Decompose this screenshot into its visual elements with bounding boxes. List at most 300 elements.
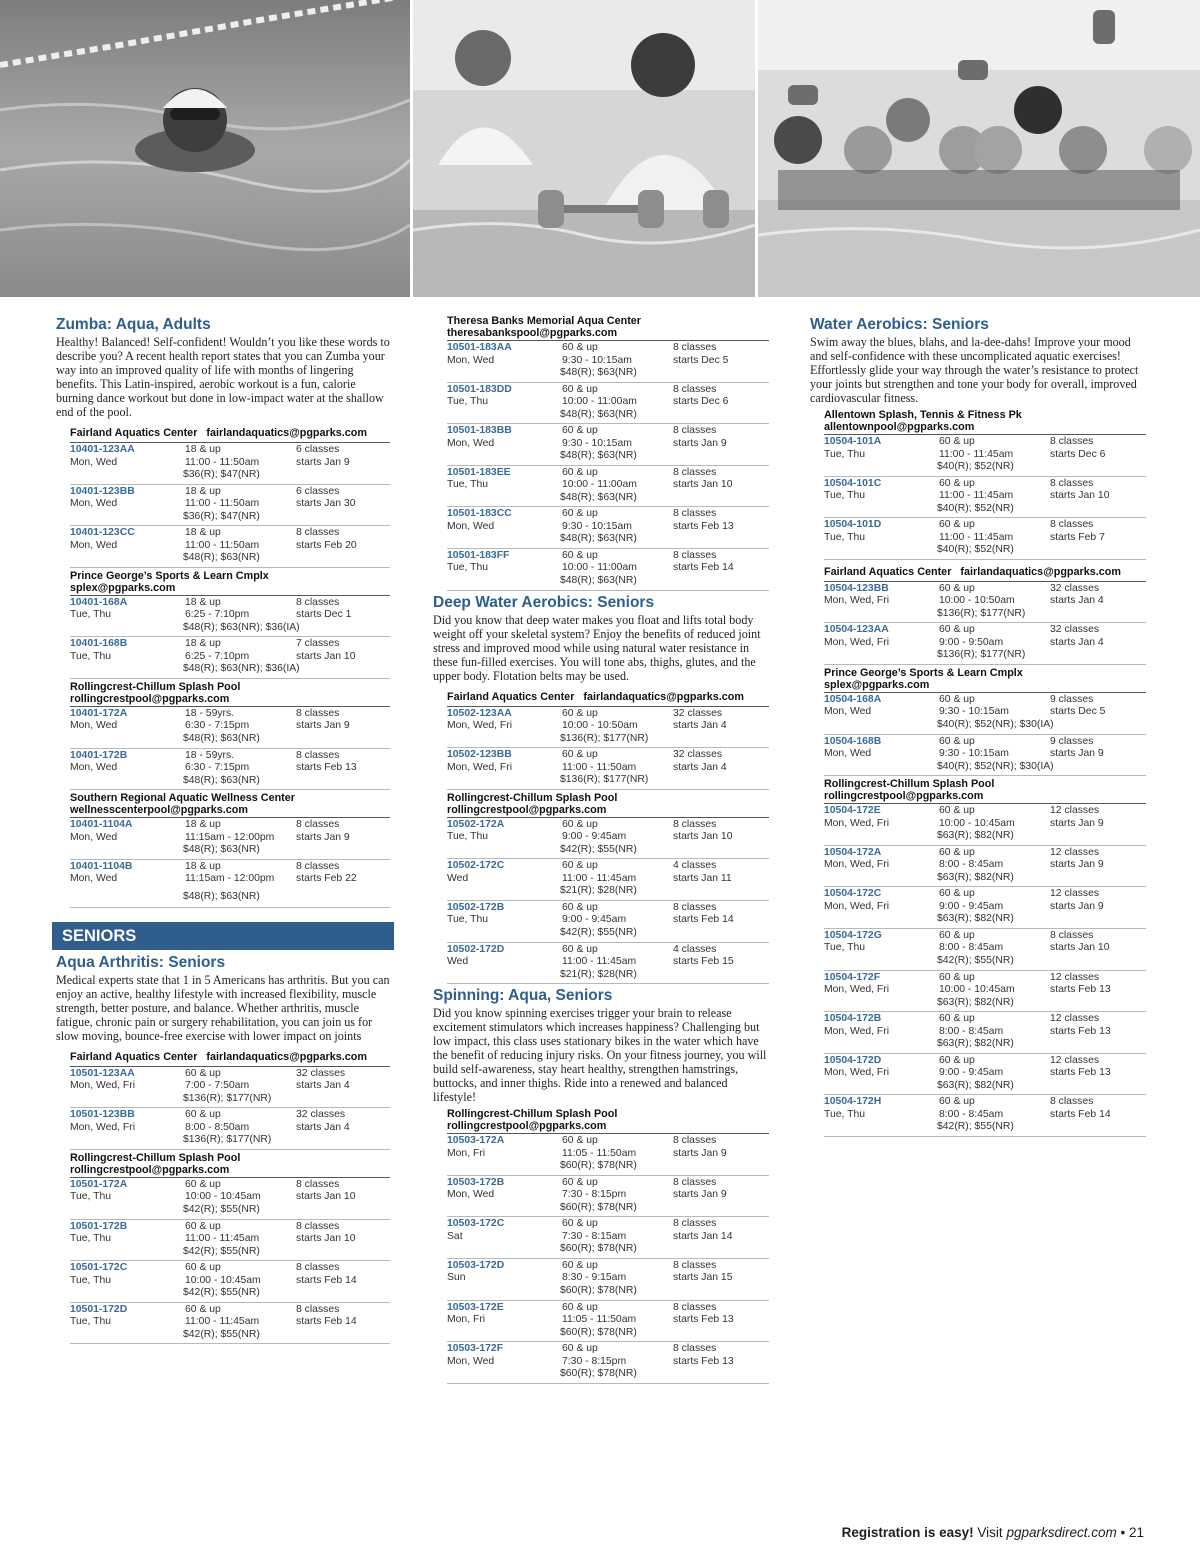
course-class-count: 8 classes (673, 549, 717, 561)
course-code-link[interactable]: 10504-172D (824, 1054, 882, 1066)
course-start-date: starts Feb 14 (296, 1316, 357, 1328)
course-time: 11:00 - 11:45am (939, 531, 1014, 543)
course-fee: $136(R); $177(NR) (560, 732, 649, 744)
course-code-link[interactable]: 10504-101C (824, 477, 882, 489)
course-age: 60 & up (562, 383, 598, 395)
course-code-link[interactable]: 10501-183CC (447, 508, 512, 520)
section-title: Zumba: Aqua, Adults (56, 316, 211, 333)
course-code-link[interactable]: 10501-183BB (447, 425, 512, 437)
course-time: 11:00 - 11:45am (185, 1233, 260, 1245)
course-time: 6:25 - 7:10pm (185, 650, 250, 662)
course-start-date: starts Jan 9 (673, 437, 727, 449)
course-start-date: starts Jan 10 (1050, 942, 1110, 954)
course-code-link[interactable]: 10504-172F (824, 971, 881, 983)
course-fee: $40(R); $52(NR); $30(IA) (937, 718, 1054, 730)
location-header (433, 790, 769, 816)
course-days: Mon, Wed, Fri (824, 636, 890, 648)
course-class-count: 8 classes (296, 1303, 340, 1315)
course-age: 60 & up (562, 508, 598, 520)
course-start-date: starts Feb 13 (1050, 1025, 1111, 1037)
course-age: 60 & up (939, 805, 975, 817)
course-age: 18 & up (185, 638, 221, 650)
course-days: Tue, Thu (447, 831, 489, 843)
course-row (824, 846, 1146, 888)
course-code-link[interactable]: 10501-123BB (70, 1109, 135, 1121)
course-code-link[interactable]: 10503-172C (447, 1218, 505, 1230)
course-time: 11:00 - 11:50am (185, 539, 260, 551)
swimmer-photo (0, 0, 410, 297)
course-time: 11:15am - 12:00pm (185, 873, 275, 885)
course-row (824, 1095, 1146, 1137)
course-class-count: 12 classes (1050, 888, 1100, 900)
course-row (824, 435, 1146, 477)
course-age: 60 & up (562, 342, 598, 353)
course-row (70, 1178, 390, 1220)
course-class-count: 8 classes (673, 1301, 717, 1313)
location-email-link[interactable]: fairlandaquatics@pgparks.com (960, 565, 1121, 578)
course-age: 60 & up (939, 971, 975, 983)
course-start-date: starts Jan 9 (296, 720, 350, 732)
course-age: 60 & up (562, 1301, 598, 1313)
course-days: Mon, Wed, Fri (70, 1121, 136, 1133)
course-code-link[interactable]: 10501-123AA (70, 1067, 135, 1079)
course-code-link[interactable]: 10504-123AA (824, 624, 889, 636)
course-age: 60 & up (562, 943, 598, 955)
course-class-count: 8 classes (296, 819, 340, 831)
course-start-date: starts Dec 6 (1050, 448, 1106, 460)
course-days: Mon, Wed (447, 437, 495, 449)
course-start-date: starts Dec 1 (296, 609, 352, 621)
course-age: 60 & up (562, 1135, 598, 1147)
course-code-link[interactable]: 10504-168A (824, 693, 882, 705)
course-fee: $48(R); $63(NR); $36(IA) (183, 663, 300, 675)
course-age: 60 & up (562, 549, 598, 561)
course-age: 60 & up (939, 693, 975, 705)
course-class-count: 6 classes (296, 485, 340, 497)
location-name: Prince George’s Sports & Learn Cmplx (70, 569, 269, 582)
course-class-count: 32 classes (296, 1067, 346, 1079)
location-email-link[interactable]: splex@pgparks.com (70, 581, 176, 594)
course-fee: $48(R); $63(NR) (560, 408, 637, 420)
course-fee: $48(R); $63(NR) (183, 552, 260, 564)
course-code-link[interactable]: 10401-1104B (70, 860, 133, 872)
course-class-count: 12 classes (1050, 1054, 1100, 1066)
course-time: 10:00 - 10:50am (562, 720, 638, 732)
location-header (810, 407, 1146, 433)
category-banner: SENIORS (52, 922, 394, 950)
course-days: Mon, Wed (447, 1189, 495, 1201)
course-time: 8:00 - 8:45am (939, 1025, 1004, 1037)
course-fee: $60(R); $78(NR) (560, 1368, 637, 1380)
course-start-date: starts Jan 30 (296, 498, 356, 510)
course-time: 10:00 - 11:00am (562, 562, 637, 574)
course-age: 60 & up (939, 735, 975, 747)
course-class-count: 8 classes (296, 527, 340, 539)
course-row (447, 383, 769, 425)
course-code-link[interactable]: 10401-168A (70, 596, 128, 608)
course-days: Mon, Wed (447, 1355, 495, 1367)
course-time: 11:00 - 11:50am (185, 456, 260, 468)
course-code-link[interactable]: 10503-172E (447, 1301, 504, 1313)
course-fee: $21(R); $28(NR) (560, 968, 637, 980)
course-fee: $136(R); $177(NR) (937, 607, 1026, 619)
course-fee: $40(R); $52(NR) (937, 461, 1014, 472)
course-code-link[interactable]: 10504-172H (824, 1096, 882, 1108)
course-code-link[interactable]: 10501-172B (70, 1220, 128, 1232)
course-class-count: 8 classes (673, 342, 717, 353)
course-time: 9:30 - 10:15am (562, 437, 632, 449)
course-days: Tue, Thu (70, 1316, 112, 1328)
course-code-link[interactable]: 10401-172B (70, 749, 128, 761)
location-name: Rollingcrest-Chillum Splash Pool (447, 1108, 618, 1121)
location-email-link[interactable]: rollingcrestpool@pgparks.com (447, 803, 607, 816)
course-class-count: 8 classes (673, 1343, 717, 1355)
course-class-count: 9 classes (1050, 693, 1094, 705)
course-time: 11:15am - 12:00pm (185, 831, 275, 843)
course-class-count: 7 classes (296, 638, 340, 650)
location-email-link[interactable]: splex@pgparks.com (824, 678, 930, 691)
course-time: 11:00 - 11:45am (939, 448, 1014, 460)
course-days: Tue, Thu (447, 479, 489, 491)
location-email-link[interactable]: fairlandaquatics@pgparks.com (206, 1050, 367, 1063)
aqua-dumbbell-photo (413, 0, 755, 297)
course-row (824, 929, 1146, 971)
course-code-link[interactable]: 10504-123BB (824, 582, 889, 594)
course-class-count: 32 classes (673, 707, 723, 719)
course-code-link[interactable]: 10502-123BB (447, 749, 512, 761)
course-age: 18 - 59yrs. (185, 707, 235, 719)
course-days: Mon, Wed, Fri (824, 1025, 890, 1037)
course-time: 11:05 - 11:50am (562, 1314, 637, 1325)
course-class-count: 8 classes (673, 1259, 717, 1271)
course-code-link[interactable]: 10502-172D (447, 943, 505, 955)
section-description: Healthy! Balanced! Self-confident! Wouldn’t you like these words to describe you? A recent health report states that you can Zumba your way into an improved quality of life with months of lingering benefits. This Latin-inspired, aerobic workout is a fun, calorie burning dance workout but done in low-impact water at the shallow end of the pool. (56, 335, 390, 419)
course-days: Mon, Wed (70, 456, 118, 468)
course-class-count: 32 classes (1050, 582, 1100, 594)
course-time: 7:30 - 8:15pm (562, 1189, 627, 1201)
course-class-count: 8 classes (673, 1176, 717, 1188)
course-fee: $42(R); $55(NR) (560, 843, 637, 855)
section-description: Swim away the blues, blahs, and la-dee-dahs! Improve your mood and self-confidence with these uncomplicated aquatic exercises! Effortlessly glide your way through the water’s resistance to protect your joints but strengthen and tone your body for overall, improved cardiovascular fitness. (810, 335, 1139, 405)
course-age: 60 & up (562, 860, 598, 872)
location-email-link[interactable]: rollingcrestpool@pgparks.com (824, 790, 984, 803)
course-time: 6:30 - 7:15pm (185, 720, 250, 732)
course-time: 9:00 - 9:45am (562, 914, 627, 926)
course-row (70, 818, 390, 860)
course-age: 60 & up (562, 749, 598, 761)
course-code-link[interactable]: 10501-183EE (447, 466, 511, 478)
location-name: Fairland Aquatics Center (824, 565, 952, 578)
footer-tagline: Registration is easy! (841, 1525, 974, 1540)
course-class-count: 4 classes (673, 943, 717, 955)
course-time: 9:30 - 10:15am (562, 520, 632, 532)
course-class-count: 8 classes (1050, 519, 1094, 531)
course-class-count: 8 classes (673, 425, 717, 437)
course-fee: $60(R); $78(NR) (560, 1243, 637, 1255)
course-class-count: 12 classes (1050, 846, 1100, 858)
footer-visit: Visit (973, 1525, 1007, 1540)
group-aqua-photo (758, 0, 1200, 297)
course-code-link[interactable]: 10503-172A (447, 1135, 505, 1147)
course-row (824, 804, 1146, 846)
course-class-count: 8 classes (296, 596, 340, 608)
course-days: Mon, Fri (447, 1314, 486, 1325)
course-age: 18 - 59yrs. (185, 749, 235, 761)
page-footer (842, 1525, 1144, 1540)
course-class-count: 8 classes (1050, 436, 1094, 447)
course-code-link[interactable]: 10504-172E (824, 805, 881, 817)
section-description: Medical experts state that 1 in 5 Americans has arthritis. But you can enjoy an active, healthy lifestyle with increased flexibility, muscle strength, better posture, and balance. Whether arthritis, muscle fatigue, chronic pain or surgery rehabilitation, you can join us for slow moving, bounce-free exercise with lower impact on joints (56, 972, 390, 1043)
course-start-date: starts Jan 9 (296, 456, 350, 468)
course-fee: $48(R); $63(NR) (183, 774, 260, 786)
course-start-date: starts Feb 14 (1050, 1108, 1111, 1120)
location-email-link[interactable]: rollingcrestpool@pgparks.com (70, 1163, 230, 1176)
course-days: Tue, Thu (824, 942, 866, 954)
course-row (70, 1261, 390, 1303)
course-code-link[interactable]: 10502-172B (447, 901, 505, 913)
course-fee: $42(R); $55(NR) (183, 1287, 260, 1299)
course-row (447, 859, 769, 901)
location-header (56, 790, 390, 816)
course-code-link[interactable]: 10501-183FF (447, 549, 510, 561)
course-fee: $136(R); $177(NR) (183, 1134, 272, 1146)
course-age: 60 & up (939, 846, 975, 858)
course-age: 60 & up (185, 1303, 221, 1315)
course-fee: $60(R); $78(NR) (560, 1284, 637, 1296)
course-start-date: starts Jan 9 (673, 1147, 727, 1159)
course-code-link[interactable]: 10501-172C (70, 1262, 128, 1274)
course-code-link[interactable]: 10504-172B (824, 1013, 882, 1025)
course-row (447, 507, 769, 549)
course-code-link[interactable]: 10504-172C (824, 888, 882, 900)
location-email-link[interactable]: fairlandaquatics@pgparks.com (206, 427, 367, 439)
course-code-link[interactable]: 10502-172C (447, 860, 505, 872)
footer-url-link[interactable]: pgparksdirect.com (1006, 1525, 1117, 1540)
course-class-count: 8 classes (1050, 1096, 1094, 1108)
course-fee: $42(R); $55(NR) (560, 926, 637, 938)
course-days: Mon, Wed, Fri (824, 1067, 890, 1079)
course-row (447, 1134, 769, 1176)
course-fee: $48(R); $63(NR) (183, 732, 260, 744)
course-fee: $21(R); $28(NR) (560, 885, 637, 897)
course-row (824, 971, 1146, 1013)
course-fee: $48(R); $63(NR); $36(IA) (183, 621, 300, 633)
course-time: 9:00 - 9:45am (562, 831, 627, 843)
course-start-date: starts Feb 14 (296, 1274, 357, 1286)
location-email-link[interactable]: theresabankspool@pgparks.com (447, 327, 618, 339)
course-code-link[interactable]: 10502-172A (447, 818, 505, 830)
course-age: 18 & up (185, 819, 221, 831)
course-fee: $63(R); $82(NR) (937, 996, 1014, 1008)
course-age: 60 & up (939, 1054, 975, 1066)
course-fee: $48(R); $63(NR) (560, 491, 637, 503)
location-header (56, 679, 390, 705)
course-days: Mon, Wed (70, 831, 118, 843)
course-fee: $63(R); $82(NR) (937, 913, 1014, 925)
course-start-date: starts Jan 9 (673, 1189, 727, 1201)
course-row (70, 707, 390, 749)
course-days: Tue, Thu (447, 396, 489, 408)
course-class-count: 4 classes (673, 860, 717, 872)
section-title: Spinning: Aqua, Seniors (433, 987, 613, 1005)
course-days: Sun (447, 1272, 466, 1284)
location-email-link[interactable]: allentownpool@pgparks.com (824, 421, 975, 433)
course-days: Wed (447, 872, 469, 884)
course-code-link[interactable]: 10503-172D (447, 1259, 505, 1271)
course-class-count: 8 classes (673, 901, 717, 913)
course-code-link[interactable]: 10501-183DD (447, 383, 512, 395)
course-age: 60 & up (939, 436, 975, 447)
course-class-count: 12 classes (1050, 805, 1100, 817)
course-time: 10:00 - 10:45am (939, 817, 1015, 829)
course-time: 10:00 - 11:00am (562, 479, 637, 491)
location-header (56, 421, 390, 441)
course-days: Tue, Thu (824, 490, 866, 502)
course-fee: $63(R); $82(NR) (937, 1079, 1014, 1091)
course-row (447, 818, 769, 860)
course-age: 60 & up (562, 818, 598, 830)
course-code-link[interactable]: 10501-183AA (447, 342, 512, 353)
course-age: 60 & up (185, 1178, 221, 1190)
course-fee: $60(R); $78(NR) (560, 1326, 637, 1338)
course-time: 10:00 - 10:45am (185, 1274, 261, 1286)
course-class-count: 12 classes (1050, 971, 1100, 983)
course-days: Mon, Wed, Fri (824, 984, 890, 996)
photo-strip (0, 0, 1200, 297)
course-fee: $63(R); $82(NR) (937, 871, 1014, 883)
course-start-date: starts Jan 9 (1050, 817, 1104, 829)
course-row (447, 1259, 769, 1301)
location-email-link[interactable]: fairlandaquatics@pgparks.com (583, 690, 744, 703)
course-days: Tue, Thu (824, 448, 866, 460)
course-time: 11:05 - 11:50am (562, 1147, 637, 1159)
course-code-link[interactable]: 10504-101D (824, 519, 882, 531)
course-code-link[interactable]: 10502-123AA (447, 707, 512, 719)
course-row (70, 443, 390, 485)
course-class-count: 8 classes (296, 749, 340, 761)
location-header (810, 560, 1146, 580)
location-name: Rollingcrest-Chillum Splash Pool (447, 791, 618, 804)
section-description: Did you know spinning exercises trigger your brain to release excitement stimulators which increases happiness? Challenging but low impact, this class uses stationary bikes in the water which have the benefit of reducing injury risks. On your fitness journey, you will build self-awareness, stay heart healthy, strengthen hamstrings, buttocks, and inner thighs. Ride into a renewed and balanced lifestyle! (433, 1006, 767, 1105)
course-time: 8:00 - 8:45am (939, 942, 1004, 954)
course-code-link[interactable]: 10401-123CC (70, 527, 135, 539)
course-age: 60 & up (939, 1096, 975, 1108)
course-days: Mon, Wed (70, 498, 118, 510)
course-code-link[interactable]: 10501-172D (70, 1303, 128, 1315)
course-code-link[interactable]: 10504-172G (824, 929, 882, 941)
course-start-date: starts Jan 15 (673, 1272, 733, 1284)
course-row (447, 1176, 769, 1218)
course-start-date: starts Feb 13 (1050, 984, 1111, 996)
course-code-link[interactable]: 10401-123AA (70, 444, 135, 455)
course-row (824, 518, 1146, 560)
location-email-link[interactable]: rollingcrestpool@pgparks.com (447, 1120, 607, 1133)
course-time: 7:00 - 7:50am (185, 1080, 250, 1092)
course-days: Sat (447, 1230, 463, 1242)
course-start-date: starts Feb 7 (1050, 531, 1105, 543)
course-row (70, 860, 390, 908)
location-name: Rollingcrest-Chillum Splash Pool (70, 680, 241, 693)
course-start-date: starts Feb 13 (673, 1355, 734, 1367)
course-time: 11:00 - 11:45am (562, 956, 637, 968)
course-code-link[interactable]: 10504-101A (824, 436, 882, 447)
course-class-count: 8 classes (673, 466, 717, 478)
course-row (70, 637, 390, 679)
course-time: 8:00 - 8:45am (939, 1108, 1004, 1120)
course-start-date: starts Feb 13 (1050, 1067, 1111, 1079)
location-email-link[interactable]: wellnesscenterpool@pgparks.com (70, 804, 248, 817)
course-code-link[interactable]: 10401-123BB (70, 485, 135, 497)
course-code-link[interactable]: 10501-172A (70, 1178, 128, 1190)
course-code-link[interactable]: 10401-168B (70, 638, 128, 650)
column-3 (810, 313, 1146, 1137)
course-time: 6:30 - 7:15pm (185, 762, 250, 774)
course-days: Mon, Wed (447, 354, 495, 366)
course-row (447, 1217, 769, 1259)
course-time: 8:00 - 8:50am (185, 1121, 250, 1133)
course-class-count: 12 classes (1050, 1013, 1100, 1025)
course-age: 60 & up (939, 1013, 975, 1025)
course-age: 60 & up (562, 425, 598, 437)
course-age: 60 & up (185, 1067, 221, 1079)
course-code-link[interactable]: 10401-172A (70, 707, 128, 719)
course-start-date: starts Feb 13 (673, 520, 734, 532)
location-header (56, 1045, 390, 1065)
course-time: 11:00 - 11:45am (185, 1316, 260, 1328)
section-title: Aqua Arthritis: Seniors (56, 953, 226, 971)
course-start-date: starts Feb 13 (296, 762, 357, 774)
course-class-count: 8 classes (296, 1178, 340, 1190)
course-code-link[interactable]: 10503-172F (447, 1343, 504, 1355)
course-days: Mon, Wed, Fri (447, 761, 513, 773)
course-age: 60 & up (939, 477, 975, 489)
course-age: 60 & up (562, 707, 598, 719)
course-row (447, 466, 769, 508)
course-days: Mon, Wed (70, 873, 118, 885)
course-class-count: 6 classes (296, 444, 340, 455)
course-age: 60 & up (939, 582, 975, 594)
location-email-link[interactable]: rollingcrestpool@pgparks.com (70, 692, 230, 705)
course-code-link[interactable]: 10401-1104A (70, 819, 133, 831)
course-time: 10:00 - 10:45am (185, 1191, 261, 1203)
course-code-link[interactable]: 10504-172A (824, 846, 882, 858)
course-row (70, 526, 390, 568)
course-time: 10:00 - 10:45am (939, 984, 1015, 996)
course-code-link[interactable]: 10504-168B (824, 735, 882, 747)
course-code-link[interactable]: 10503-172B (447, 1176, 505, 1188)
course-days: Tue, Thu (70, 1191, 112, 1203)
course-fee: $60(R); $78(NR) (560, 1160, 637, 1172)
course-row (447, 549, 769, 591)
section-description: Did you know that deep water makes you float and lifts total body weight off your skeletal system? Enjoy the benefits of reduced joint stress and improved mood while using natural water resistance in these fun-filled exercises. You will tone abs, thighs, glutes, and the upper body. Flotation belts may be used. (433, 612, 761, 683)
course-age: 60 & up (939, 519, 975, 531)
course-class-count: 8 classes (673, 383, 717, 395)
course-row (447, 901, 769, 943)
course-class-count: 8 classes (673, 818, 717, 830)
course-age: 60 & up (562, 1176, 598, 1188)
course-class-count: 8 classes (296, 860, 340, 872)
course-class-count: 8 classes (673, 508, 717, 520)
course-row (70, 749, 390, 791)
course-row (70, 1303, 390, 1345)
course-row (70, 596, 390, 638)
course-age: 60 & up (185, 1109, 221, 1121)
course-fee: $48(R); $63(NR) (560, 450, 637, 462)
course-class-count: 8 classes (296, 1220, 340, 1232)
course-row (824, 1012, 1146, 1054)
course-class-count: 8 classes (1050, 929, 1094, 941)
course-row (70, 1108, 390, 1150)
